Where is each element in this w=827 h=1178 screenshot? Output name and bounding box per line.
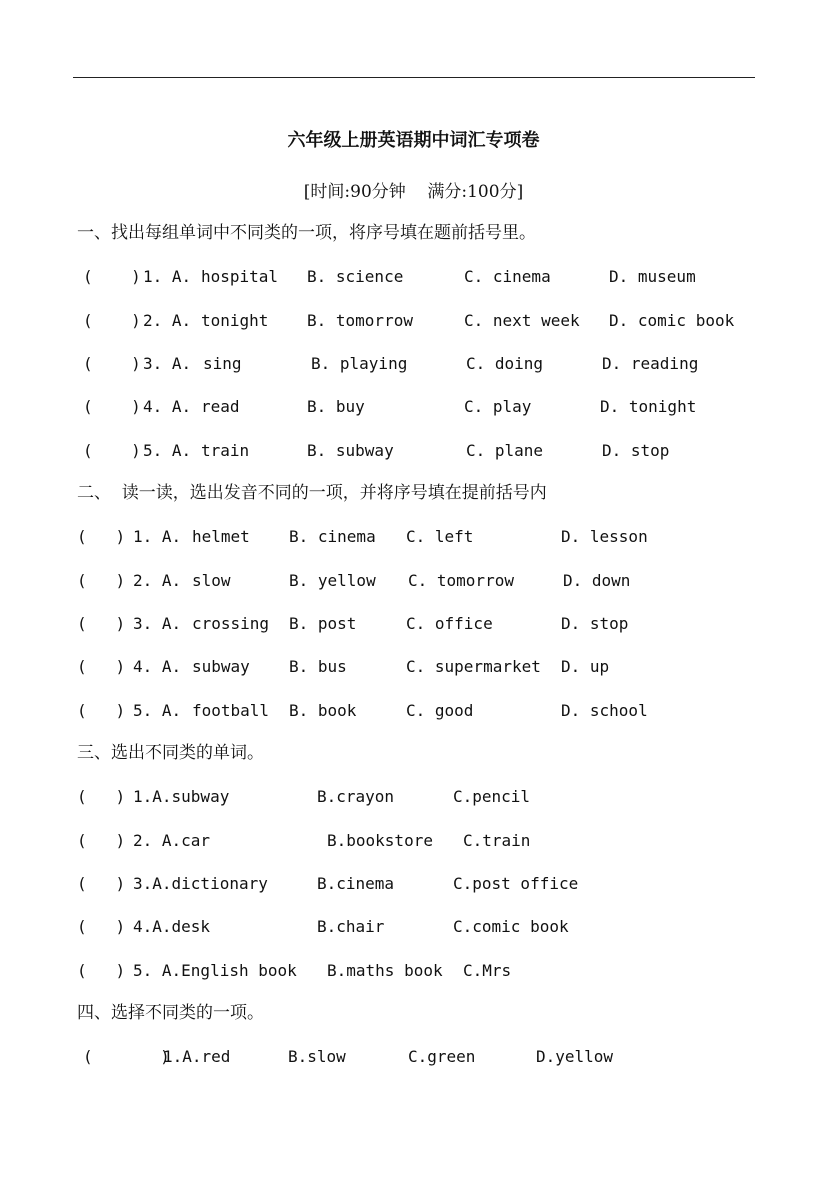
question-row: [77, 960, 512, 982]
section-1-heading: 一、找出每组单词中不同类的一项，将序号填在题前括号里。: [77, 223, 536, 243]
answer-bracket[interactable]: ( ): [77, 657, 126, 676]
question-row: [77, 786, 531, 808]
option-a: slow: [192, 571, 231, 590]
option-b: B.crayon: [317, 787, 395, 806]
option-d: D. museum: [609, 267, 696, 286]
page-title: 六年级上册英语期中词汇专项卷: [287, 130, 540, 151]
option-a: 1.A.red: [163, 1047, 231, 1066]
option-b: B.maths book: [327, 961, 443, 980]
option-c: C.train: [463, 831, 531, 850]
option-b: B.slow: [288, 1047, 346, 1066]
question-row: ( ) 4. A. read B. buy C. play D. tonight: [83, 397, 697, 416]
option-a: tonight: [201, 311, 269, 330]
option-a: sing: [203, 354, 242, 373]
question-row: ( ) 3. A. crossing B. post C. office D. stop: [77, 614, 629, 633]
option-a: helmet: [192, 527, 250, 546]
answer-bracket[interactable]: ( ): [77, 831, 126, 850]
option-b: B. tomorrow: [307, 311, 413, 330]
option-d: D. down: [563, 571, 631, 590]
option-d: D. stop: [561, 614, 629, 633]
answer-bracket[interactable]: ( ): [77, 917, 126, 936]
option-b: B. cinema: [289, 527, 376, 546]
option-c: C. tomorrow: [408, 571, 514, 590]
option-b: B. buy: [307, 397, 365, 416]
question-row: ( ) 1. A. helmet B. cinema C. left D. lesson: [77, 527, 648, 546]
option-b: B. post: [289, 614, 357, 633]
option-c: C.pencil: [453, 787, 531, 806]
answer-bracket[interactable]: ( ): [83, 267, 141, 286]
option-c: C. left: [406, 527, 474, 546]
question-row: [83, 1046, 614, 1068]
option-c: C. plane: [466, 441, 544, 460]
option-c: C.Mrs: [463, 961, 512, 980]
option-a: hospital: [201, 267, 279, 286]
question-row: ( ) 5. A. train B. subway C. plane D. stop: [83, 441, 670, 460]
option-c: C. next week: [464, 311, 580, 330]
answer-bracket[interactable]: ( ): [77, 614, 126, 633]
option-a: 5. A.English book: [133, 961, 297, 980]
exam-meta: [时间:90分钟 满分:100分]: [303, 182, 524, 202]
option-d: D. lesson: [561, 527, 648, 546]
option-b: B. science: [307, 267, 404, 286]
question-row: ( ) 4. A. subway B. bus C. supermarket D. up: [77, 657, 610, 676]
header-rule: [73, 77, 755, 78]
option-d: D. school: [561, 701, 648, 720]
option-c: C.comic book: [453, 917, 569, 936]
answer-bracket[interactable]: ( ): [77, 961, 126, 980]
option-c: C.green: [408, 1047, 476, 1066]
option-d: D. up: [561, 657, 610, 676]
option-a: crossing: [192, 614, 270, 633]
option-a: train: [201, 441, 250, 460]
answer-bracket[interactable]: ( ): [77, 527, 126, 546]
answer-bracket[interactable]: ( ): [83, 1047, 170, 1066]
option-c: C. supermarket: [406, 657, 541, 676]
section-3-heading: 三、选出不同类的单词。: [77, 743, 264, 763]
option-b: B.cinema: [317, 874, 395, 893]
answer-bracket[interactable]: ( ): [83, 311, 141, 330]
option-a: 1.A.subway: [133, 787, 230, 806]
answer-bracket[interactable]: ( ): [77, 571, 126, 590]
option-a: 3.A.dictionary: [133, 874, 268, 893]
option-a: subway: [192, 657, 250, 676]
option-b: B. book: [289, 701, 357, 720]
question-row: [77, 916, 569, 938]
question-row: [77, 830, 531, 852]
option-c: C.post office: [453, 874, 579, 893]
question-row: ( ) 1. A. hospital B. science C. cinema D. museum: [83, 267, 696, 286]
option-a: 2. A.car: [133, 831, 211, 850]
section-2-heading: 二、 读一读，选出发音不同的一项，并将序号填在提前括号内: [77, 483, 547, 503]
option-c: C. play: [464, 397, 532, 416]
option-b: B. bus: [289, 657, 347, 676]
question-row: [77, 873, 579, 895]
question-row: ( ) 3. A. sing B. playing C. doing D. reading: [83, 354, 699, 373]
option-d: D.yellow: [536, 1047, 614, 1066]
option-b: B. subway: [307, 441, 394, 460]
option-b: B. yellow: [289, 571, 376, 590]
answer-bracket[interactable]: ( ): [77, 787, 126, 806]
answer-bracket[interactable]: ( ): [77, 701, 126, 720]
answer-bracket[interactable]: ( ): [77, 874, 126, 893]
answer-bracket[interactable]: ( ): [83, 441, 141, 460]
option-c: C. doing: [466, 354, 544, 373]
option-d: D. reading: [602, 354, 699, 373]
option-a: read: [201, 397, 240, 416]
option-c: C. office: [406, 614, 493, 633]
option-c: C. cinema: [464, 267, 551, 286]
option-d: D. stop: [602, 441, 670, 460]
option-a: 4.A.desk: [133, 917, 211, 936]
option-b: B. playing: [311, 354, 408, 373]
option-a: football: [192, 701, 270, 720]
option-b: B.bookstore: [327, 831, 433, 850]
question-row: ( ) 2. A. tonight B. tomorrow C. next week D. comic book: [83, 311, 735, 330]
answer-bracket[interactable]: ( ): [83, 354, 141, 373]
section-4-heading: 四、选择不同类的一项。: [77, 1003, 264, 1023]
question-row: ( ) 5. A. football B. book C. good D. school: [77, 701, 648, 720]
option-d: D. comic book: [609, 311, 735, 330]
option-b: B.chair: [317, 917, 385, 936]
option-d: D. tonight: [600, 397, 697, 416]
answer-bracket[interactable]: ( ): [83, 397, 141, 416]
option-c: C. good: [406, 701, 474, 720]
question-row: ( ) 2. A. slow B. yellow C. tomorrow D. down: [77, 571, 631, 590]
